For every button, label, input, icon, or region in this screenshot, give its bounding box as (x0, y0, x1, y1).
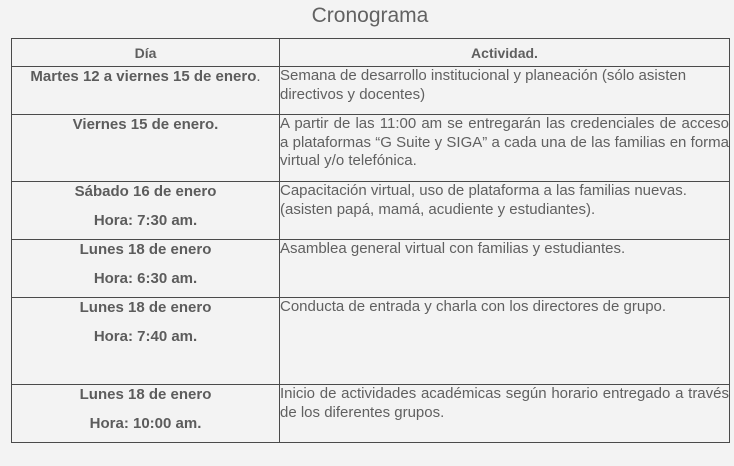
activity-cell: Inicio de actividades académicas según horario entregado a través de los diferentes grupos. (280, 385, 730, 443)
day-text: Lunes 18 de enero (79, 386, 212, 403)
day-text: Martes 12 a viernes 15 de enero (30, 68, 257, 85)
day-cell (12, 298, 280, 385)
table-row (12, 240, 730, 298)
day-text: Sábado 16 de enero (74, 183, 217, 200)
day-text: Lunes 18 de enero (79, 241, 212, 258)
time-text: Hora: 7:30 am. (93, 212, 198, 229)
page-title: Cronograma (311, 4, 429, 27)
table-row (12, 182, 730, 240)
day-cell (12, 115, 280, 182)
time-text: Hora: 7:40 am. (93, 328, 198, 345)
day-text: Viernes 15 de enero. (72, 116, 219, 133)
activity-cell: A partir de las 11:00 am se entregarán las credenciales de acceso a plataformas “G Suite y SIGA” a cada una de las familias en forma virtual y/o telefónica. (280, 115, 730, 182)
activity-cell: Semana de desarrollo institucional y planeación (sólo asisten directivos y docentes) (280, 67, 730, 115)
day-cell (12, 67, 280, 115)
table-row (12, 385, 730, 443)
table-header-row (12, 39, 730, 67)
day-text: Lunes 18 de enero (79, 299, 212, 316)
time-text: Hora: 10:00 am. (89, 415, 202, 432)
schedule-table (11, 38, 730, 443)
table-row (12, 115, 730, 182)
header-day: Día (12, 39, 280, 67)
day-suffix: . (256, 68, 261, 85)
day-cell (12, 240, 280, 298)
table-row (12, 67, 730, 115)
day-cell (12, 385, 280, 443)
time-text: Hora: 6:30 am. (93, 270, 198, 287)
header-activity: Actividad. (280, 39, 730, 67)
activity-cell: Capacitación virtual, uso de plataforma a las familias nuevas. (asisten papá, mamá, acudiente y estudiantes). (280, 182, 730, 240)
table-row (12, 298, 730, 385)
activity-cell: Conducta de entrada y charla con los directores de grupo. (280, 298, 730, 385)
day-cell (12, 182, 280, 240)
activity-cell: Asamblea general virtual con familias y estudiantes. (280, 240, 730, 298)
